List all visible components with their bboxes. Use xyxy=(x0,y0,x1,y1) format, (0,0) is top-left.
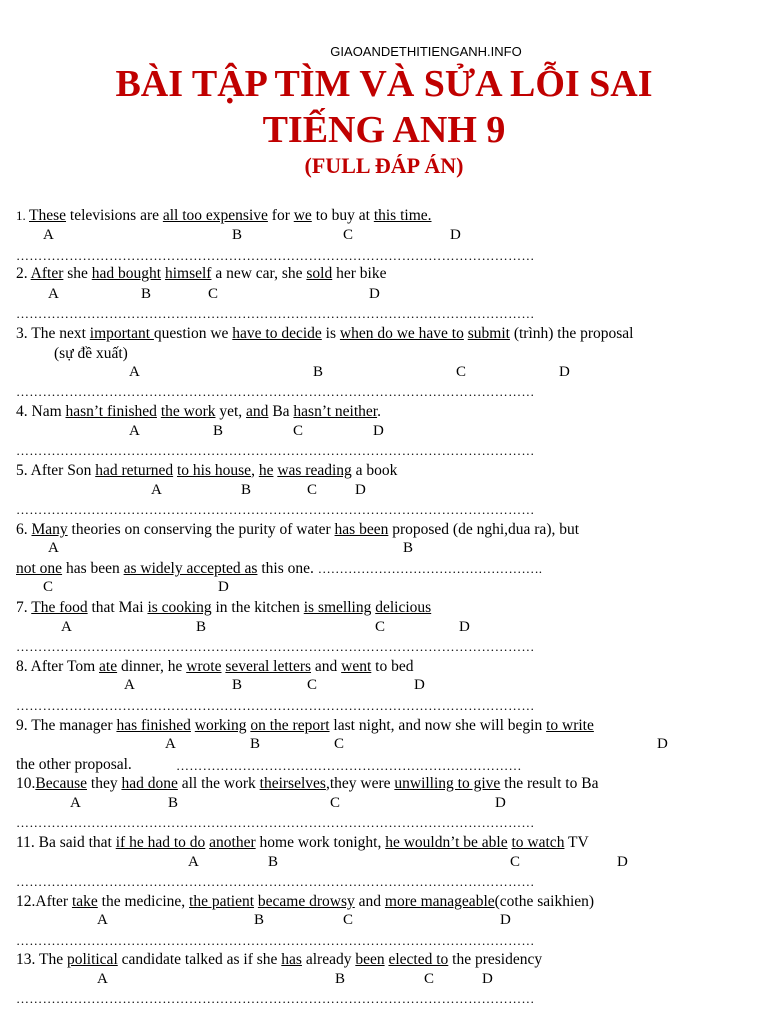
label-b: B xyxy=(268,854,279,870)
label-a: A xyxy=(188,854,199,870)
label-a: A xyxy=(129,364,140,380)
question-4: 4. Nam hasn’t finished the work yet, and Ba hasn’t neither. xyxy=(16,403,381,420)
label-a: A xyxy=(43,227,54,243)
label-d: D xyxy=(657,736,668,752)
label-d: D xyxy=(355,482,366,498)
question-2: 2. After she had bought himself a new car, she sold her bike xyxy=(16,265,387,282)
question-5: 5. After Son had returned to his house, he was reading a book xyxy=(16,462,398,479)
question-7: 7. The food that Mai is cooking in the kitchen is smelling delicious xyxy=(16,599,432,616)
label-b: B xyxy=(250,736,261,752)
question-8: 8. After Tom ate dinner, he wrote several letters and went to bed xyxy=(16,658,414,675)
label-a: A xyxy=(70,795,81,811)
label-d: D xyxy=(559,364,570,380)
page-title-line2: TIẾNG ANH 9 xyxy=(262,109,506,151)
question-1: 1. These televisions are all too expensive for we to buy at this time. xyxy=(16,207,432,224)
question-10: 10.Because they had done all the work theirselves,they were unwilling to give the result to Ba xyxy=(16,775,599,792)
label-b: B xyxy=(168,795,179,811)
question-11: 11. Ba said that if he had to do another home work tonight, he wouldn’t be able to watch TV xyxy=(16,834,589,851)
answer-line: ……………………………………………………………………………………………………… xyxy=(16,306,535,321)
answer-line: ……………………………………………………………………………………………………… xyxy=(16,502,535,517)
label-c: C xyxy=(510,854,521,870)
label-d: D xyxy=(482,971,493,987)
site-name: GIAOANDETHITIENGANH.INFO xyxy=(330,44,522,59)
label-b: B xyxy=(241,482,252,498)
label-a: A xyxy=(97,912,108,928)
label-d: D xyxy=(369,286,380,302)
answer-line: ……………………………………………………………………………………………………… xyxy=(16,991,535,1006)
page-subtitle: (FULL ĐÁP ÁN) xyxy=(304,153,464,178)
answer-line: ……………………………………………………………………………………………………… xyxy=(16,639,535,654)
question-9: 9. The manager has finished working on the report last night, and now she will begin to write xyxy=(16,717,594,734)
label-b: B xyxy=(403,540,414,556)
label-b: B xyxy=(335,971,346,987)
label-c: C xyxy=(208,286,219,302)
label-d: D xyxy=(373,423,384,439)
answer-line: ……………………………………………………………………………………………………… xyxy=(16,443,535,458)
label-b: B xyxy=(232,227,243,243)
question-9-line2: the other proposal. xyxy=(16,756,132,773)
label-d: D xyxy=(617,854,628,870)
page-title: BÀI TẬP TÌM VÀ SỬA LỖI SAI xyxy=(115,63,653,105)
question-12: 12.After take the medicine, the patient became drowsy and more manageable(cothe saikhien) xyxy=(16,893,595,910)
label-c: C xyxy=(293,423,304,439)
label-b: B xyxy=(141,286,152,302)
answer-line: ……………………………………………………………………………………………………… xyxy=(16,698,535,713)
question-3-note: (sự đề xuất) xyxy=(54,345,128,362)
label-c: C xyxy=(334,736,345,752)
answer-line: …………………………………………………………………… xyxy=(176,758,522,773)
label-a: A xyxy=(48,286,59,302)
label-b: B xyxy=(213,423,224,439)
label-c: C xyxy=(456,364,467,380)
label-c: C xyxy=(375,619,386,635)
label-a: A xyxy=(61,619,72,635)
label-a: A xyxy=(165,736,176,752)
answer-line: ……………………………………………………………………………………………………… xyxy=(16,933,535,948)
label-d: D xyxy=(414,677,425,693)
label-c: C xyxy=(424,971,435,987)
question-3: 3. The next important question we have to decide is when do we have to submit (trình) the proposal xyxy=(16,325,634,342)
question-6: 6. Many theories on conserving the purity of water has been proposed (de nghi,dua ra), but xyxy=(16,521,580,538)
label-b: B xyxy=(254,912,265,928)
label-d: D xyxy=(500,912,511,928)
label-d: D xyxy=(495,795,506,811)
label-c: C xyxy=(330,795,341,811)
question-6-line2: not one has been as widely accepted as this one. ……………………………………………. xyxy=(16,560,542,577)
label-c: C xyxy=(307,482,318,498)
label-a: A xyxy=(124,677,135,693)
label-c: C xyxy=(343,227,354,243)
label-b: B xyxy=(196,619,207,635)
answer-line: ……………………………………………………………………………………………………… xyxy=(16,248,535,263)
answer-line: ……………………………………………………………………………………………………… xyxy=(16,815,535,830)
label-a: A xyxy=(97,971,108,987)
label-a: A xyxy=(151,482,162,498)
label-d: D xyxy=(450,227,461,243)
label-d: D xyxy=(218,579,229,595)
label-a: A xyxy=(129,423,140,439)
label-c: C xyxy=(307,677,318,693)
label-b: B xyxy=(313,364,324,380)
answer-line: ……………………………………………………………………………………………………… xyxy=(16,874,535,889)
label-c: C xyxy=(343,912,354,928)
label-c: C xyxy=(43,579,54,595)
label-d: D xyxy=(459,619,470,635)
label-b: B xyxy=(232,677,243,693)
label-a: A xyxy=(48,540,59,556)
question-13: 13. The political candidate talked as if she has already been elected to the presidency xyxy=(16,951,543,968)
answer-line: ……………………………………………………………………………………………………… xyxy=(16,384,535,399)
